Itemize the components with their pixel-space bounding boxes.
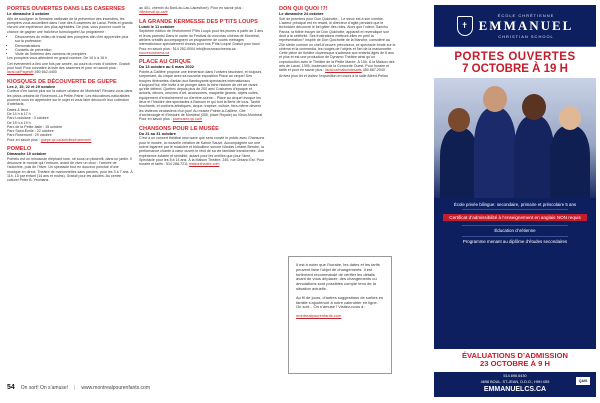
section-date: Du 21 au 31 octobre bbox=[139, 130, 176, 136]
magazine-section: On sort! On s’amuse! bbox=[20, 384, 69, 391]
link[interactable]: nouveaucinema.ca bbox=[139, 50, 170, 55]
school-brand: ÉCOLE CHRÉTIENNE EMMANUEL CHRISTIAN SCHOOL bbox=[478, 12, 574, 39]
school-name: EMMANUEL bbox=[478, 17, 574, 33]
divider bbox=[462, 209, 568, 210]
section-text: Curieux d’en savoir plus sur la nature urbaine de Montréal? Rendez-vous dans les parcs-urbains de Rosemont–La Petite-Patrie. Les éducateurs-naturalistes pourront vous en apprendre sur le sujet et vous faire découvrir leur collection d’artefacts. bbox=[7, 89, 133, 107]
column-3 bbox=[279, 6, 396, 79]
open-house-banner: PORTES OUVERTES 7 OCTOBRE À 19 H bbox=[434, 47, 596, 78]
school-phone: 514.696.6430 bbox=[503, 373, 527, 378]
dates-line: De 14 h à 17 h bbox=[7, 111, 31, 116]
footer-website[interactable]: www.montrealpourenfants.com bbox=[81, 384, 151, 391]
link[interactable]: laval.ca/Pages/fr bbox=[7, 70, 34, 75]
school-address: 4698 BOUL. ST-JEAN, D.D.O., H9H 4S5 bbox=[480, 380, 550, 385]
section-text: au 401, chemin du Bord-du-Lac-Lakeshore). Pour en savoir plus : villedorval.qc.ca/fr bbox=[139, 6, 244, 15]
school-crest-icon: ✝ bbox=[457, 16, 473, 36]
link[interactable]: pacmusee.qc.ca/fr bbox=[172, 117, 203, 122]
list-item: • Démonstrations bbox=[15, 44, 133, 48]
section-title: LA GRANDE KERMESSE DES P’TITS LOUPS bbox=[139, 18, 258, 25]
divider bbox=[462, 225, 568, 226]
section-date: Du 13 octobre au 6 mars 2022 bbox=[139, 64, 194, 70]
school-advertisement[interactable] bbox=[434, 5, 596, 397]
student-figure bbox=[474, 108, 516, 198]
link[interactable]: guepe.qc.ca/activites/rosemont/ bbox=[40, 137, 92, 142]
notice-text: Il est à noter que l’horaire, les dates et les tarifs peuvent faire l’objet de changements. Il est fortement recommandé de vérifier les détails avant de vous déplacer; des changements ou annulations sont possibles compte tenu de la situation actuelle. bbox=[296, 262, 380, 291]
section-date: Le dimanche 3 octobre bbox=[7, 11, 50, 17]
section-title: CHANSONS POUR LE MUSÉE bbox=[139, 125, 219, 132]
list-item: • Conseils de prévention bbox=[15, 48, 133, 52]
link[interactable]: villedorval.qc.ca/fr bbox=[139, 10, 168, 15]
section-text: Pomelo est un minuscule éléphant rose, né sous un pissenlit, dans un jardin. Il découvre le monde qui l’entoure, avant de vivre un choc : l’arrivée de l’automne, puis de l’hiver. Un spectacle tout en douceur ponctué d’une musique en direct. Théâtre de marionnettes sans paroles, pour les 3 à 7 ans. À 11h. 15 par enfant (14 ans et moins). Gratuit pour les adultes. Au centre culturel Peter B. Yeomans bbox=[7, 156, 133, 183]
dates-line: De 15 h à 19 h bbox=[7, 120, 31, 125]
dates-line: Parc Louisiane : 3 octobre bbox=[7, 116, 49, 121]
divider: | bbox=[74, 384, 76, 391]
qais-badge: QAIS bbox=[576, 377, 590, 385]
program-list bbox=[7, 35, 133, 56]
dates-line: Parc Rosemont : 29 octobre bbox=[7, 133, 52, 138]
section-text: C’est à un concert théâtral new wave que sera convié le public avec Chansons pour le musée, la nouvelle création de Karine Sauvé. Accompagnée sur une scène bigarrée par le musicien et bidouilleur sonore Nicolas Letarte-Bérubé, la performance chante à cœur ouvert le récit de sa vie familiale transformée. Une expérience éclatée et sensible, autant pour les oreilles que pour l’âme. Spectacle pour les 8 à 14 ans. À la Maison Théâtre, 245, rue Ontario Est. Pour horaire et tarifs : 514 288-7211 maisontheatre.com bbox=[139, 136, 265, 167]
page-number: 54 bbox=[7, 384, 15, 391]
dates-line: Parc Saint-Émile : 22 octobre bbox=[7, 129, 54, 134]
divider bbox=[462, 236, 568, 237]
dates-label: Dates & lieux : bbox=[7, 107, 31, 112]
school-website[interactable]: EMMANUELCS.CA bbox=[483, 386, 547, 393]
list-item: • Découvertes du milieu de travail des pompiers afin d’en apprendre plus sur la profession bbox=[15, 35, 133, 44]
list-item: • Visite de l’intérieur des camions de pompiers bbox=[15, 52, 133, 56]
ad-header bbox=[434, 5, 596, 47]
section-text: Afin de souligner la Semaine nationale de la prévention des incendies, les pompiers vous accueillent dans l’une des 8 casernes de Laval. Petits et grands vivront une expérience des plus agréables. De plus, vous pourrez courir la chance de gagner une fraîcheur homologuée! Au programme : bbox=[7, 16, 133, 34]
notice-box bbox=[288, 256, 392, 374]
page-footer bbox=[7, 384, 407, 391]
section-date: Le dimanche 24 octobre bbox=[279, 11, 324, 17]
notice-link[interactable]: montrealpourenfants.com bbox=[296, 313, 342, 319]
section-date: Les 2, 15, 22 et 29 octobre bbox=[7, 83, 56, 89]
evaluation-banner: ÉVALUATIONS D’ADMISSION 23 OCTOBRE À 9 H bbox=[434, 349, 596, 372]
section-text: Pointe-à-Callière propose une immersion dans l’univers fascinant, et toujours surprenant, du cirque avec sa nouvelle exposition Place au cirque! Des troupes itinérantes d’antan aux flamboyants spectacles internationaux d’aujourd’hui, elle invite à se plonger dans la riche histoire de cet art vivant qu’elle défend. Québec depuis plus de 200 ans! Costumes d’époque et actuels, décors, oeuvres d’art, accessoires, maquette géants, objets cultes, équipement d’entraînement ou d’arrière-scène... Place au cirque! évoque les lieux et l’histoire des spectacles à Barnum et qui font la fierté de tous. Tantôt touchants, et conforts artistiques, cirque, trapèze, culture, fera même devenir les visiteurs circassiens d’un jour! Au musée Pointe-à-Callière, Cité d’archéologie et d’histoire de Montréal (350, place Royale) au Vieux-Montréal. Pour en savoir plus : pacmusee.qc.ca/fr bbox=[139, 69, 263, 122]
section-text: Arrivez plus tôt et visitez l’exposition en cours à la salle Alfred-Pellan bbox=[279, 73, 388, 78]
link[interactable]: laval.ca/maisondesarts bbox=[325, 68, 362, 73]
section-text: Soit de premiers pour Don Quichotte... Le sieux est à son comble. L’acteur principal est en retard, le directeur d’agité pendant que le technicien découvre le bel gâter des rôles. Alors que l’odeur, Sancho Panza, la fidèle écuyer de Don Quichotte, apparaît et revendique son droit à la célébrité. Ses frustrations mettront-elles en péril la représentation? Inspiré de Don Quichotte de la Manche, considéré au 20e siècle comme un chef-d’oeuvre précurseur, ce spectacle fondé sur le cinéma et la commedia, les rouges de l’objets et l’art de la marionnette. Cette pièce de théâtre clownesque s’adresse aux enfants âgés de 6 ans et plus et est une production de Dynamo Théâtre ainsi qu’un coproduction avec le Théâtre de la Petite Marée. À 15h. À la Maison des arts de Laval, 1395, boulevard de la Concorde Ouest. Pour horaire et tarifs et pour en savoir plus : laval.ca/maisondesarts 450 667-2040 bbox=[279, 16, 396, 73]
section-date: Lundi le 11 octobre bbox=[139, 23, 175, 29]
section-text: Cet événement a lieu une fois par année, au cours du mois d’octobre. Gratuit pour tout! Pour connaître la liste des casernes et pour en savoir plus : laval.ca/Pages/fr 450 662-4400 bbox=[7, 61, 130, 75]
student-figure bbox=[514, 116, 554, 198]
notice-text: Au fil de jours, d’autres suggestions de sorties en famille s’ajouteront à notre calendrier en ligne. On sort... On s’amuse ! Visitez-nous à : bbox=[296, 294, 384, 310]
section-title: PLACE AU CIRQUE bbox=[139, 59, 191, 66]
student-figure bbox=[440, 128, 478, 198]
section-title: KIOSQUES DE DÉCOUVERTE DE GUEPE bbox=[7, 78, 117, 85]
students-photo bbox=[434, 78, 596, 198]
section-text: Les pompiers vous attendent en grand nombre. De 10 h à 16 h bbox=[7, 56, 108, 61]
ad-info: École privée bilingue: secondaire, primaire et préscolaire 5 ans Certificat d’admissibilité à l’enseignement en anglais NON requis Éducation chrétienne Programme menant au diplôme d’études secondaires bbox=[434, 198, 596, 248]
link[interactable]: maisontheatre.com bbox=[188, 162, 220, 167]
section-title: PORTES OUVERTES DANS LES CASERNES bbox=[7, 6, 125, 12]
section-title: DON QUI QUOI !?! bbox=[279, 6, 328, 12]
column-2 bbox=[139, 6, 265, 167]
dates-line: Parc de la Petite-Italie : 15 octobre bbox=[7, 124, 63, 129]
student-figure bbox=[550, 126, 590, 198]
section-text: Pour en savoir plus : guepe.qc.ca/activites/rosemont/ bbox=[7, 137, 92, 142]
section-title: POMELO bbox=[7, 146, 32, 153]
ad-footer bbox=[434, 349, 596, 397]
column-1 bbox=[7, 6, 133, 184]
section-text: Septième édition de l’événement P’tits Loups pour les jeunes à partir de 3 ans et leurs parents! Dans le cadre du Festival du nouveau cinéma de Montréal, ateliers créatifs accompagnent un programme de courts métrages internationaux spécialement choisis pour nos P’tits Loups! Gratuit pour tous! Pour en savoir plus : 514 282-0004 info@nouveaucinema.ca nouveaucinema.ca bbox=[139, 29, 264, 55]
section-date: Dimanche 10 octobre bbox=[7, 151, 47, 157]
